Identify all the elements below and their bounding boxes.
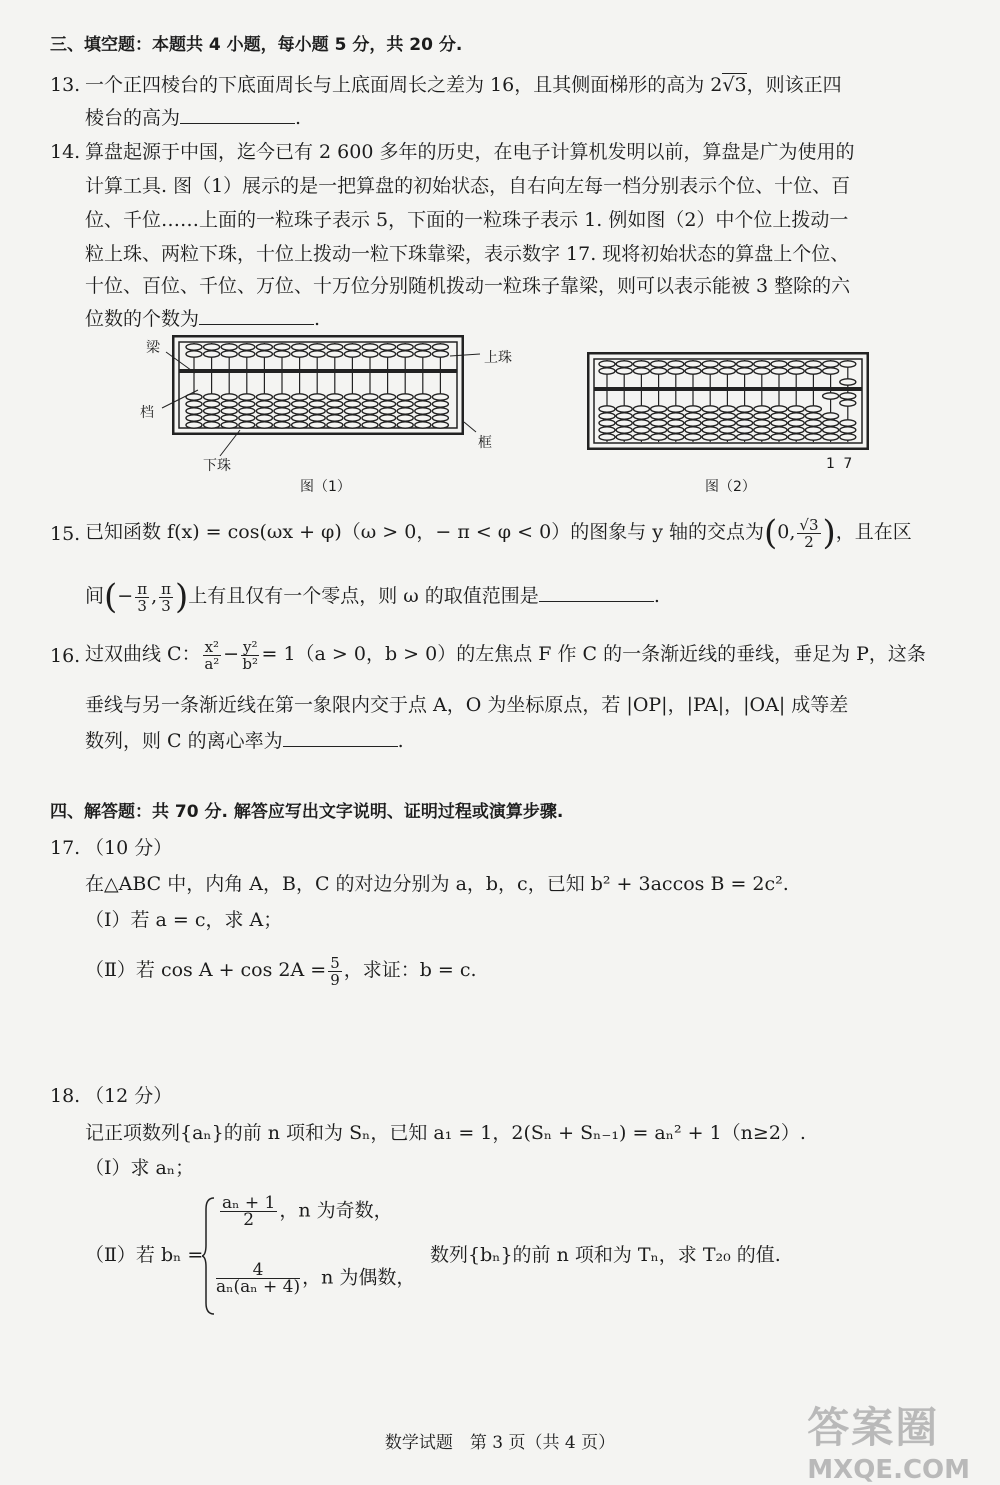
label-lower-bead: 下珠	[203, 458, 231, 474]
abacus-bead	[788, 361, 804, 367]
watermark: 答案圈 MXQE.COM	[807, 1403, 970, 1485]
abacus-bead	[599, 413, 615, 419]
abacus-bead	[805, 368, 821, 374]
q16-line2: 垂线与另一条渐近线在第一象限内交于点 A，O 为坐标原点，若 |OP|，|PA|，|OA| 成等差	[85, 694, 849, 716]
abacus-bead	[668, 434, 684, 440]
abacus-bead	[754, 406, 770, 412]
abacus-bead	[788, 427, 804, 433]
q17-statement: 在△ABC 中，内角 A，B，C 的对边分别为 a，b，c，已知 b² + 3accos B = 2c².	[85, 873, 789, 895]
abacus-bead	[737, 434, 753, 440]
abacus-bead	[702, 361, 718, 367]
abacus-bead	[754, 427, 770, 433]
answer-blank	[539, 581, 654, 602]
abacus-bead	[633, 427, 649, 433]
q14-line1: 算盘起源于中国，迄今已有 2 600 多年的历史，在电子计算机发明以前，算盘是广为使用的	[85, 141, 855, 163]
abacus-bead	[719, 361, 735, 367]
figure-2-digits: 1 7	[826, 456, 855, 472]
abacus-bead	[840, 427, 856, 433]
q14-line6: 位数的个数为 .	[85, 304, 320, 334]
abacus-bead	[823, 434, 839, 440]
abacus-bead	[823, 413, 839, 419]
abacus-bead	[788, 368, 804, 374]
abacus-bead	[754, 434, 770, 440]
abacus-figure-2	[587, 352, 869, 450]
abacus-bead	[651, 406, 667, 412]
abacus-bead	[737, 361, 753, 367]
piecewise-case-even: $\frac{4}{\text{aₙ(aₙ + 4)}}$ ，n 为偶数，	[216, 1260, 416, 1297]
abacus-bead	[685, 427, 701, 433]
abacus-bead	[668, 420, 684, 426]
answer-blank	[180, 103, 295, 124]
abacus-bead	[633, 406, 649, 412]
abacus-bead	[788, 413, 804, 419]
abacus-bead	[719, 420, 735, 426]
abacus-bead	[616, 420, 632, 426]
abacus-bead	[737, 406, 753, 412]
abacus-bead	[685, 434, 701, 440]
abacus-bead	[702, 413, 718, 419]
label-rod: 档	[140, 405, 154, 421]
abacus-bead	[719, 434, 735, 440]
q18-score: （12 分）	[85, 1085, 173, 1107]
abacus-bead	[719, 406, 735, 412]
abacus-bead	[840, 420, 856, 426]
abacus-bead	[616, 413, 632, 419]
abacus-bead	[668, 361, 684, 367]
abacus-bead	[805, 434, 821, 440]
label-beam: 梁	[146, 340, 160, 356]
abacus-bead	[719, 427, 735, 433]
q17-part2: （Ⅱ）若 cos A + cos 2A = $\frac{5}{9}$ ，求证：b = c.	[85, 953, 477, 989]
abacus-bead	[633, 420, 649, 426]
abacus-bead	[771, 361, 787, 367]
abacus-bead	[737, 427, 753, 433]
abacus-bead	[823, 368, 839, 374]
abacus-bead	[823, 420, 839, 426]
abacus-bead	[788, 420, 804, 426]
q18-part2-tail: 数列{bₙ}的前 n 项和为 Tₙ，求 T₂₀ 的值.	[430, 1244, 781, 1266]
q14-line3: 位、千位……上面的一粒珠子表示 5，下面的一粒珠子表示 1. 例如图（2）中个位上拨动一	[85, 209, 849, 231]
abacus-bead	[840, 361, 856, 367]
abacus-bead	[599, 406, 615, 412]
abacus-bead	[599, 427, 615, 433]
q14-line4: 粒上珠、两粒下珠，十位上拨动一粒下珠靠梁，表示数字 17. 现将初始状态的算盘上个位、	[85, 243, 850, 265]
abacus-bead	[719, 368, 735, 374]
abacus-bead	[651, 368, 667, 374]
abacus-bead	[823, 361, 839, 367]
abacus-bead	[668, 368, 684, 374]
q13-line2: 棱台的高为 .	[85, 103, 301, 133]
abacus-bead	[633, 368, 649, 374]
answer-blank	[283, 726, 398, 747]
abacus-bead	[651, 413, 667, 419]
question-number: 13.	[50, 74, 81, 96]
abacus-bead	[616, 427, 632, 433]
abacus-bead	[737, 413, 753, 419]
abacus-bead	[771, 427, 787, 433]
page-footer: 数学试题 第 3 页（共 4 页）	[384, 1433, 616, 1453]
abacus-bead	[599, 361, 615, 367]
q14-line2: 计算工具. 图（1）展示的是一把算盘的初始状态，自右向左每一档分别表示个位、十位、百	[85, 175, 851, 197]
abacus-bead	[771, 434, 787, 440]
q15-line2: 间(− $\frac{\pi}{3}$ , $\frac{\pi}{3}$ )上有且仅有一个零点，则 ω 的取值范围是 .	[85, 577, 660, 617]
abacus-bead	[651, 361, 667, 367]
abacus-bead	[668, 413, 684, 419]
label-frame: 框	[478, 435, 492, 451]
abacus-bead	[685, 361, 701, 367]
question-number: 14.	[50, 141, 81, 163]
figure-1-leader-lines	[150, 340, 510, 470]
abacus-bead	[719, 413, 735, 419]
abacus-bead	[651, 420, 667, 426]
abacus-bead	[788, 434, 804, 440]
question-number: 16.	[50, 645, 81, 667]
abacus-bead	[702, 427, 718, 433]
abacus-bead	[788, 406, 804, 412]
abacus-bead	[685, 368, 701, 374]
section-heading-solutions: 四、解答题：共 70 分. 解答应写出文字说明、证明过程或演算步骤.	[50, 802, 564, 822]
abacus-bead	[754, 368, 770, 374]
abacus-bead	[754, 413, 770, 419]
abacus-bead	[668, 406, 684, 412]
abacus-bead	[754, 420, 770, 426]
abacus-bead	[771, 368, 787, 374]
abacus-bead	[633, 361, 649, 367]
question-number: 17.	[50, 837, 81, 859]
abacus-bead	[805, 427, 821, 433]
question-number: 18.	[50, 1085, 81, 1107]
abacus-bead	[805, 413, 821, 419]
abacus-bead	[685, 420, 701, 426]
abacus-bead	[805, 361, 821, 367]
question-number: 15.	[50, 523, 81, 545]
abacus-bead	[616, 361, 632, 367]
q18-statement: 记正项数列{aₙ}的前 n 项和为 Sₙ，已知 a₁ = 1，2(Sₙ + Sₙ₋₁) = aₙ² + 1（n≥2）.	[85, 1122, 806, 1144]
figure-1-caption: 图（1）	[300, 479, 351, 495]
abacus-bead	[599, 434, 615, 440]
q13-line1: 一个正四棱台的下底面周长与上底面周长之差为 16，且其侧面梯形的高为 2√3，则该正四	[85, 74, 842, 96]
abacus-bead	[771, 420, 787, 426]
abacus-bead	[685, 406, 701, 412]
abacus-bead	[737, 420, 753, 426]
abacus-bead	[823, 427, 839, 433]
abacus-bead	[840, 379, 856, 385]
abacus-bead	[651, 434, 667, 440]
abacus-bead	[771, 413, 787, 419]
abacus-bead	[771, 406, 787, 412]
q14-line5: 十位、百位、千位、万位、十万位分别随机拨动一粒珠子靠梁，则可以表示能被 3 整除的六	[85, 275, 851, 297]
abacus-bead	[823, 393, 839, 399]
abacus-bead	[616, 368, 632, 374]
abacus-bead	[737, 368, 753, 374]
answer-blank	[199, 304, 314, 325]
label-upper-bead: 上珠	[484, 350, 512, 366]
q18-part2-lead: （Ⅱ）若 bₙ =	[85, 1244, 204, 1266]
abacus-bead	[633, 434, 649, 440]
abacus-bead	[805, 406, 821, 412]
figure-2-caption: 图（2）	[705, 479, 756, 495]
q15-line1: 已知函数 f(x) = cos(ωx + φ)（ω > 0，− π < φ < 0）的图象与 y 轴的交点为(0, $\frac{√3}{2}$ )，且在区	[85, 513, 912, 553]
section-heading-fill-in: 三、填空题：本题共 4 小题，每小题 5 分，共 20 分.	[50, 35, 463, 55]
abacus-bead	[599, 368, 615, 374]
abacus-bead	[616, 434, 632, 440]
abacus-bead	[702, 368, 718, 374]
q18-part1: （Ⅰ）求 aₙ；	[85, 1157, 195, 1179]
abacus-bead	[616, 406, 632, 412]
abacus-bead	[840, 434, 856, 440]
abacus-bead	[702, 434, 718, 440]
q16-line1: 过双曲线 C： $\frac{\text{x²}}{\text{a²}}$ − $\frac{\text{y²}}{\text{b²}}$ = 1（a > 0，b > 0）的左焦点 F 作 C 的一条渐近线的垂线，垂足为 P，这条	[85, 637, 926, 673]
abacus-bead	[668, 427, 684, 433]
abacus-bead	[651, 427, 667, 433]
abacus-bead	[840, 400, 856, 406]
q17-part1: （Ⅰ）若 a = c，求 A；	[85, 909, 283, 931]
q16-line3: 数列，则 C 的离心率为 .	[85, 726, 404, 756]
abacus-bead	[633, 413, 649, 419]
q17-score: （10 分）	[85, 837, 173, 859]
abacus-bead	[685, 413, 701, 419]
piecewise-case-odd: $\frac{\text{aₙ + 1}}{2}$ ，n 为奇数，	[222, 1193, 393, 1230]
abacus-bead	[805, 420, 821, 426]
abacus-bead	[702, 420, 718, 426]
abacus-bead	[599, 420, 615, 426]
abacus-bead	[754, 361, 770, 367]
piecewise-brace	[202, 1197, 216, 1315]
abacus-bead	[840, 393, 856, 399]
abacus-bead	[702, 406, 718, 412]
